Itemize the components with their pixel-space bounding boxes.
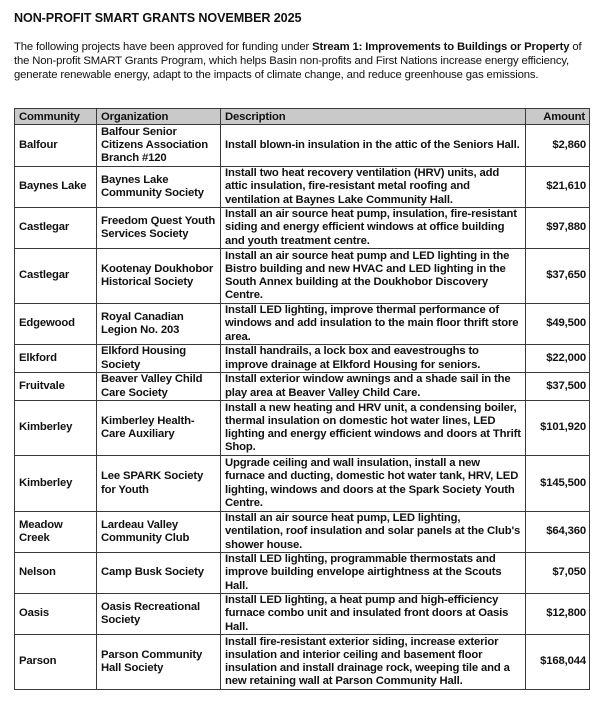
cell-organization: Elkford Housing Society <box>97 345 221 373</box>
cell-community: Meadow Creek <box>15 512 97 553</box>
cell-description: Install LED lighting, programmable thermostats and improve building envelope airtightness at the Scouts Hall. <box>221 553 526 594</box>
intro-paragraph <box>14 40 588 83</box>
table-header-row <box>15 109 590 125</box>
cell-organization: Lardeau Valley Community Club <box>97 512 221 553</box>
table-row <box>15 456 590 512</box>
cell-organization: Beaver Valley Child Care Society <box>97 373 221 401</box>
header-amount: Amount <box>526 109 590 125</box>
cell-description: Install LED lighting, improve thermal performance of windows and add insulation to the main floor thrift store area. <box>221 304 526 345</box>
table-row <box>15 512 590 553</box>
header-description: Description <box>221 109 526 125</box>
cell-amount: $21,610 <box>526 167 590 208</box>
intro-text-end: of the Non-profit SMART Grants Program, which helps Basin non-profits and First Nations increase energy efficiency, generate renewable energy, adapt to the impacts of climate change, and reduce greenhouse gas emissions. <box>14 41 582 82</box>
cell-amount: $64,360 <box>526 512 590 553</box>
cell-description: Install an air source heat pump and LED lighting in the Bistro building and new HVAC and LED lighting in the South Annex building at the Doukhobor Discovery Centre. <box>221 249 526 304</box>
page-title: NON-PROFIT SMART GRANTS NOVEMBER 2025 <box>14 11 302 25</box>
cell-community: Parson <box>15 635 97 690</box>
cell-community: Nelson <box>15 553 97 594</box>
cell-organization: Parson Community Hall Society <box>97 635 221 690</box>
table-row <box>15 304 590 345</box>
table-row <box>15 594 590 635</box>
cell-organization: Camp Busk Society <box>97 553 221 594</box>
cell-organization: Lee SPARK Society for Youth <box>97 456 221 512</box>
table-row <box>15 125 590 167</box>
cell-amount: $12,800 <box>526 594 590 635</box>
header-community: Community <box>15 109 97 125</box>
table-row <box>15 167 590 208</box>
header-organization: Organization <box>97 109 221 125</box>
cell-community: Kimberley <box>15 401 97 456</box>
cell-amount: $101,920 <box>526 401 590 456</box>
cell-community: Edgewood <box>15 304 97 345</box>
cell-amount: $37,500 <box>526 373 590 401</box>
cell-community: Kimberley <box>15 456 97 512</box>
cell-organization: Kootenay Doukhobor Historical Society <box>97 249 221 304</box>
cell-amount: $2,860 <box>526 125 590 167</box>
cell-organization: Balfour Senior Citizens Association Branch #120 <box>97 125 221 167</box>
table-row <box>15 401 590 456</box>
table-row <box>15 249 590 304</box>
cell-description: Install LED lighting, a heat pump and high-efficiency furnace combo unit and insulated front doors at Oasis Hall. <box>221 594 526 635</box>
table-row <box>15 345 590 373</box>
cell-community: Castlegar <box>15 249 97 304</box>
cell-description: Install fire-resistant exterior siding, increase exterior insulation and interior ceiling and basement floor insulation and install drainage rock, weeping tile and a new retaining wall at Parson Community Hall. <box>221 635 526 690</box>
cell-organization: Baynes Lake Community Society <box>97 167 221 208</box>
cell-amount: $37,650 <box>526 249 590 304</box>
cell-description: Install a new heating and HRV unit, a condensing boiler, thermal insulation on domestic hot water lines, LED lighting and energy efficient windows and doors at Thrift Shop. <box>221 401 526 456</box>
intro-stream-name: Stream 1: Improvements to Buildings or Property <box>312 41 570 53</box>
table-row <box>15 208 590 249</box>
cell-community: Elkford <box>15 345 97 373</box>
cell-description: Install two heat recovery ventilation (HRV) units, add attic insulation, fire-resistant metal roofing and ventilation at Baynes Lake Community Hall. <box>221 167 526 208</box>
grants-table <box>14 108 590 690</box>
cell-organization: Royal Canadian Legion No. 203 <box>97 304 221 345</box>
cell-description: Install an air source heat pump, LED lighting, ventilation, roof insulation and solar panels at the Club's shower house. <box>221 512 526 553</box>
cell-description: Install an air source heat pump, insulation, fire-resistant siding and energy efficient windows at office building and youth treatment centre. <box>221 208 526 249</box>
table-body <box>15 125 590 690</box>
cell-amount: $22,000 <box>526 345 590 373</box>
cell-description: Install exterior window awnings and a shade sail in the play area at Beaver Valley Child Care. <box>221 373 526 401</box>
cell-community: Oasis <box>15 594 97 635</box>
table-row <box>15 373 590 401</box>
intro-text-start: The following projects have been approved for funding under <box>14 41 313 53</box>
cell-organization: Kimberley Health-Care Auxiliary <box>97 401 221 456</box>
table-row <box>15 553 590 594</box>
cell-description: Install blown-in insulation in the attic of the Seniors Hall. <box>221 125 526 167</box>
cell-amount: $145,500 <box>526 456 590 512</box>
cell-amount: $7,050 <box>526 553 590 594</box>
cell-community: Balfour <box>15 125 97 167</box>
cell-organization: Oasis Recreational Society <box>97 594 221 635</box>
cell-description: Install handrails, a lock box and eavestroughs to improve drainage at Elkford Housing for seniors. <box>221 345 526 373</box>
cell-amount: $168,044 <box>526 635 590 690</box>
cell-community: Castlegar <box>15 208 97 249</box>
cell-community: Fruitvale <box>15 373 97 401</box>
table-row <box>15 635 590 690</box>
cell-amount: $97,880 <box>526 208 590 249</box>
cell-community: Baynes Lake <box>15 167 97 208</box>
cell-organization: Freedom Quest Youth Services Society <box>97 208 221 249</box>
cell-description: Upgrade ceiling and wall insulation, install a new furnace and ducting, domestic hot water tank, HRV, LED lighting, windows and doors at the Spark Society Youth Centre. <box>221 456 526 512</box>
cell-amount: $49,500 <box>526 304 590 345</box>
